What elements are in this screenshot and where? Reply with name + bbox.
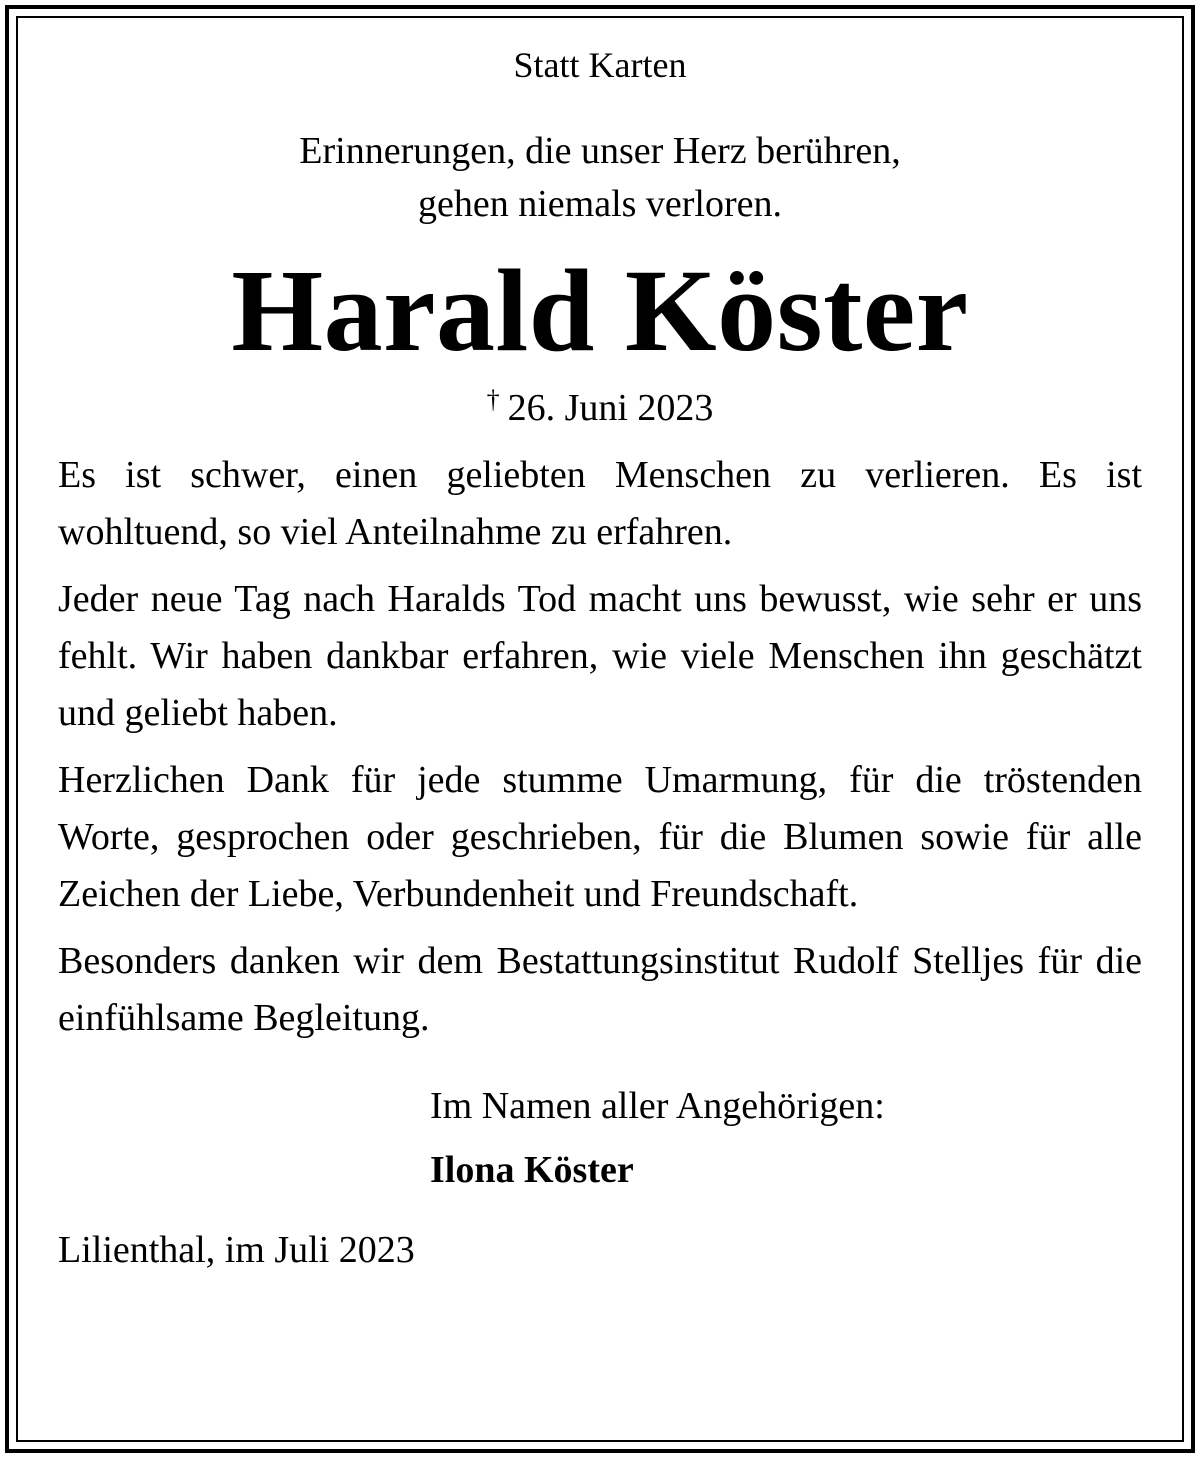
paragraph-1: Es ist schwer, einen geliebten Menschen zu verlieren. Es ist wohltuend, so viel Anteilnahme zu erfahren. [58, 454, 1142, 554]
place-date: Lilienthal, im Juli 2023 [58, 1228, 415, 1271]
motto-quote [58, 125, 1142, 230]
signature-block [430, 1075, 1142, 1201]
death-date-line [58, 384, 1142, 432]
deceased-name: Harald Köster [231, 245, 969, 377]
paragraph-3: Herzlichen Dank für jede stumme Umarmung, für die tröstenden Worte, gesprochen oder geschrieben, für die Blumen sowie für alle Zeichen der Liebe, Verbundenheit und Freundschaft. [58, 759, 1142, 916]
motto-line-1: Erinnerungen, die unser Herz berühren, [299, 130, 901, 173]
motto-line-2: gehen niemals verloren. [417, 182, 783, 225]
signature-intro: Im Namen aller Angehörigen: [430, 1085, 885, 1128]
signer-name: Ilona Köster [430, 1148, 634, 1191]
obituary-notice [58, 34, 1142, 1273]
cross-icon: † [486, 384, 500, 414]
paragraph-2: Jeder neue Tag nach Haralds Tod macht uns bewusst, wie sehr er uns fehlt. Wir haben dankbar erfahren, wie viele Menschen ihn geschätzt und geliebt haben. [58, 578, 1142, 735]
statt-karten-label: Statt Karten [513, 45, 687, 85]
death-date: 26. Juni 2023 [507, 386, 714, 429]
paragraph-4: Besonders danken wir dem Bestattungsinstitut Rudolf Stelljes für die einfühlsame Begleitung. [58, 940, 1142, 1040]
